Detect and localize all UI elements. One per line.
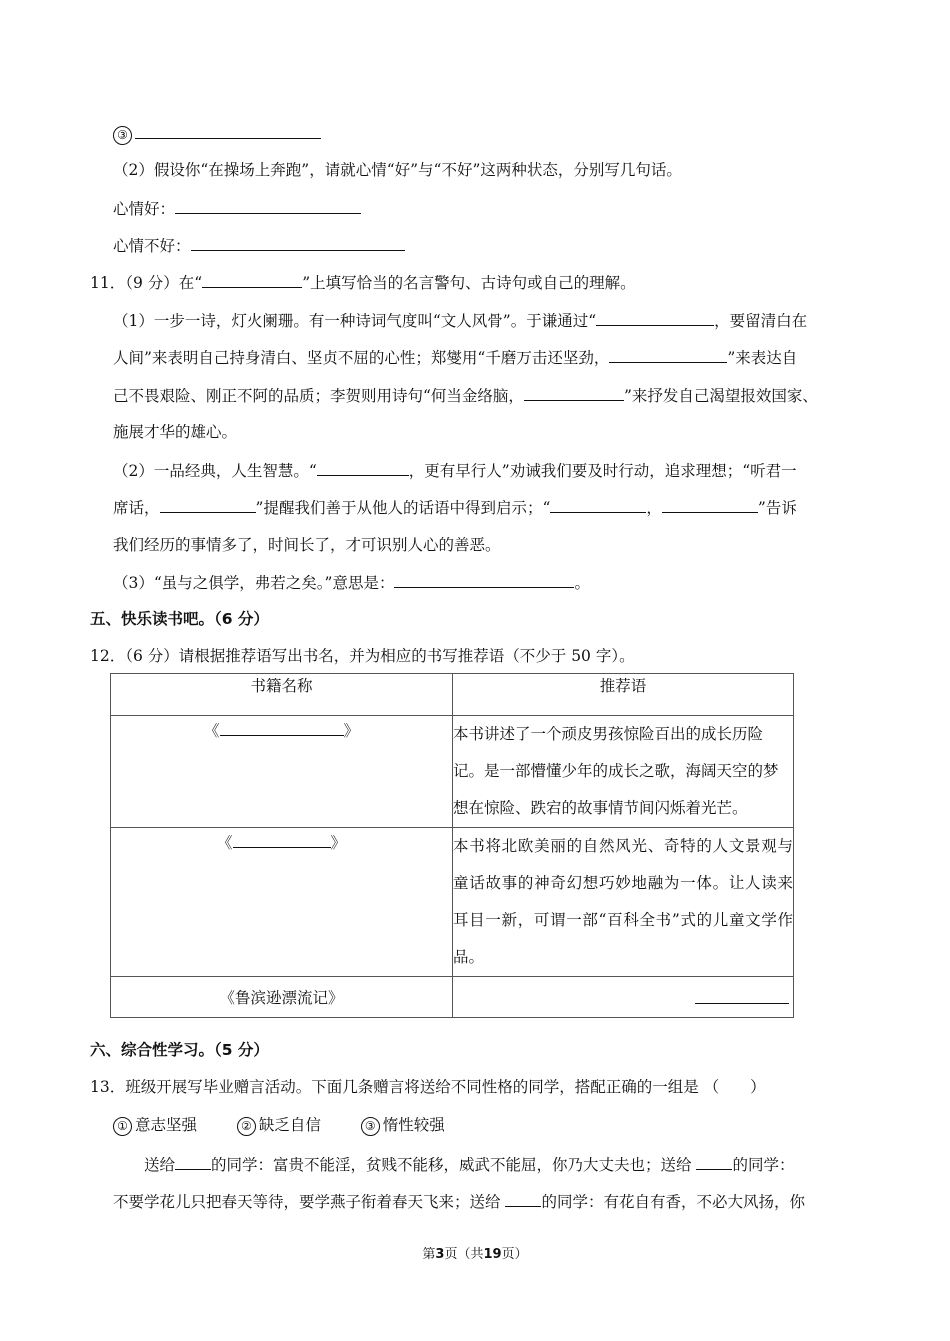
text: ”来抒发自己渴望报效国家、 <box>623 387 818 405</box>
table-row <box>111 716 794 828</box>
section-6-heading: 六、综合性学习。（5 分） <box>90 1041 269 1059</box>
text: 》 <box>330 834 347 852</box>
q11-p2-line3: 我们经历的事情多了，时间长了，才可识别人心的善恶。 <box>113 536 501 554</box>
text: ”来表达自 <box>727 349 798 367</box>
table-row <box>111 977 794 1018</box>
book-title-blank[interactable] <box>233 831 331 848</box>
answer-blank[interactable] <box>317 459 409 476</box>
q11-p2-line1 <box>113 459 797 482</box>
answer-blank[interactable] <box>550 496 646 513</box>
answer-blank[interactable] <box>609 346 727 363</box>
text: 送给 <box>144 1156 176 1174</box>
answer-blank[interactable] <box>505 1190 541 1207</box>
book-title-cell <box>111 716 453 828</box>
section-5-heading: 五、快乐读书吧。（6 分） <box>90 610 269 628</box>
page-number: 3 <box>435 1247 445 1262</box>
q13-text-line1 <box>144 1153 794 1176</box>
header-recommendation: 推荐语 <box>453 674 794 716</box>
answer-blank[interactable] <box>202 271 302 288</box>
q11-p1-line3 <box>113 384 818 407</box>
text: 席话， <box>113 499 160 517</box>
q11-stem <box>90 271 636 294</box>
text: ， <box>646 499 662 517</box>
option-3: 惰性较强 <box>382 1116 445 1134</box>
option-2: 缺乏自信 <box>258 1116 321 1134</box>
book-title-cell: 《鲁滨逊漂流记》 <box>111 977 453 1018</box>
total-pages: 19 <box>483 1247 502 1262</box>
text: 《 <box>203 722 220 740</box>
q11-stem-b: ”上填写恰当的名言警句、古诗句或自己的理解。 <box>302 274 636 292</box>
q10-item3 <box>113 122 321 145</box>
text: ，更有早行人”劝诫我们要及时行动，追求理想；“听君一 <box>408 462 797 480</box>
table-header-row <box>111 674 794 716</box>
q10-good-mood <box>113 197 361 220</box>
text: 的同学：富贵不能淫，贫贱不能移，威武不能屈，你乃大丈夫也；送给 <box>211 1156 692 1174</box>
text: 的同学：有花自有香，不必大风扬，你 <box>541 1193 805 1211</box>
book-title-blank[interactable] <box>220 719 344 736</box>
answer-blank[interactable] <box>696 1153 732 1170</box>
text: 。 <box>574 574 590 592</box>
text: 的同学： <box>732 1156 795 1174</box>
q11-p1-line2 <box>113 346 797 369</box>
option-1: 意志坚强 <box>135 1116 198 1134</box>
book-title-cell <box>111 828 453 977</box>
q13-stem: 13．班级开展写毕业赠言活动。下面几条赠言将送给不同性格的同学，搭配正确的一组是 （ ） <box>90 1078 766 1096</box>
text: （1）一步一诗，灯火阑珊。有一种诗词气度叫“文人风骨”。于谦通过“ <box>113 312 597 330</box>
circled-number-2: ② <box>237 1117 256 1136</box>
text: ”提醒我们善于从他人的话语中得到启示；“ <box>255 499 551 517</box>
answer-blank[interactable] <box>394 571 574 588</box>
q10-bad-mood <box>113 234 405 257</box>
header-book-name: 书籍名称 <box>111 674 453 716</box>
circled-number-1: ① <box>113 1117 132 1136</box>
text: ，要留清白在 <box>714 312 808 330</box>
page-footer <box>0 1243 950 1262</box>
recommendation-cell <box>453 977 794 1018</box>
answer-blank[interactable] <box>191 234 405 251</box>
answer-blank[interactable] <box>524 384 624 401</box>
text: 页（共 <box>444 1247 484 1262</box>
answer-blank[interactable] <box>175 1153 211 1170</box>
circled-number-3: ③ <box>361 1117 380 1136</box>
recommendation-blank[interactable] <box>695 987 789 1004</box>
answer-blank[interactable] <box>662 496 758 513</box>
q13-options <box>113 1114 445 1136</box>
q10-part2: （2）假设你“在操场上奔跑”，请就心情“好”与“不好”这两种状态，分别写几句话。 <box>113 161 682 179</box>
text: 不要学花儿只把春天等待，要学燕子衔着春天飞来；送给 <box>113 1193 501 1211</box>
text: 《 <box>216 834 233 852</box>
answer-blank[interactable] <box>135 122 321 139</box>
answer-blank[interactable] <box>175 197 361 214</box>
text: 己不畏艰险、刚正不阿的品质；李贺则用诗句“何当金络脑， <box>113 387 524 405</box>
good-mood-label: 心情好： <box>113 200 176 218</box>
q11-p1-line4: 施展才华的雄心。 <box>113 423 238 441</box>
text: （2）一品经典，人生智慧。“ <box>113 462 317 480</box>
q13-text-line2 <box>113 1190 805 1213</box>
text: 第 <box>422 1247 436 1262</box>
q11-p2-line2 <box>113 496 797 519</box>
table-row <box>111 828 794 977</box>
answer-blank[interactable] <box>160 496 256 513</box>
book-table <box>110 673 794 1018</box>
q11-p1-line1 <box>113 309 807 332</box>
recommendation-cell: 本书讲述了一个顽皮男孩惊险百出的成长历险记。是一部懵懂少年的成长之歌，海阔天空的梦想在惊险、跌宕的故事情节间闪烁着光芒。 <box>453 716 794 828</box>
circled-number-3: ③ <box>113 126 132 145</box>
q11-stem-a: 11．（9 分）在“ <box>90 274 203 292</box>
text: ”告诉 <box>757 499 797 517</box>
recommendation-cell: 本书将北欧美丽的自然风光、奇特的人文景观与童话故事的神奇幻想巧妙地融为一体。让人读来耳目一新，可谓一部“百科全书”式的儿童文学作品。 <box>453 828 794 977</box>
answer-blank[interactable] <box>596 309 714 326</box>
text: （3）“虽与之俱学，弗若之矣。”意思是： <box>113 574 395 592</box>
bad-mood-label: 心情不好： <box>113 237 191 255</box>
text: 页） <box>501 1247 528 1262</box>
q12-stem: 12．（6 分）请根据推荐语写出书名，并为相应的书写推荐语（不少于 50 字）。 <box>90 647 635 665</box>
q11-p3 <box>113 571 590 594</box>
text: 》 <box>343 722 360 740</box>
text: 人间”来表明自己持身清白、坚贞不屈的心性；郑燮用“千磨万击还坚劲， <box>113 349 610 367</box>
